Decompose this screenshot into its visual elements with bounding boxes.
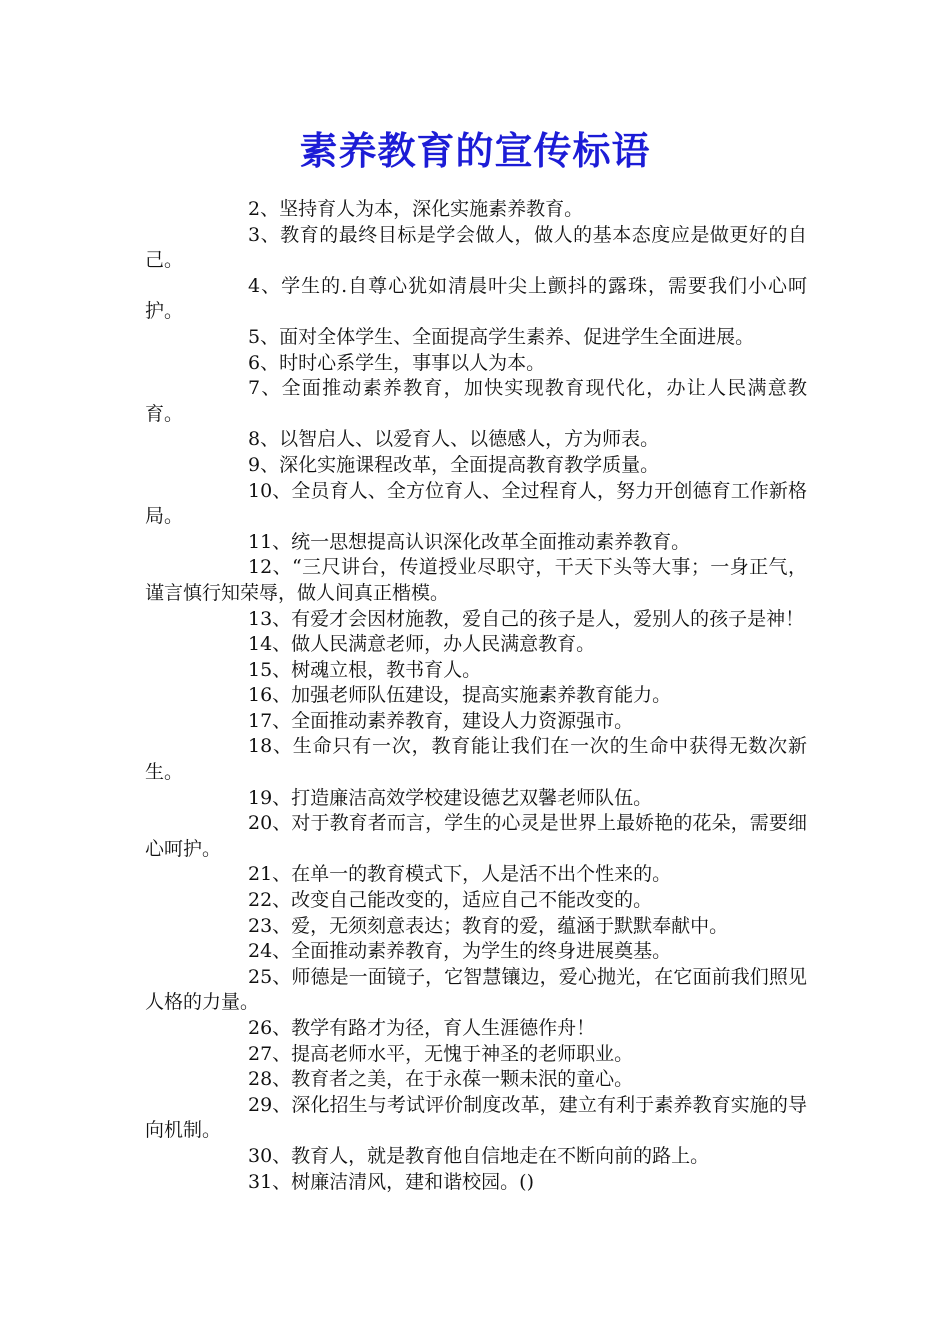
list-item: 26、教学有路才为径，育人生涯德作舟！ bbox=[248, 1017, 596, 1039]
list-item: 23、爱，无须刻意表达；教育的爱，蕴涵于默默奉献中。 bbox=[248, 914, 729, 937]
list-item: 31、树廉洁清风，建和谐校园。() bbox=[248, 1170, 535, 1193]
list-item: 21、在单一的教育模式下，人是活不出个性来的。 bbox=[248, 863, 672, 886]
list-item: 14、做人民满意老师，办人民满意教育。 bbox=[248, 633, 596, 656]
list-item: 7、全面推动素养教育，加快实现教育现代化，办让人民满意教育。 bbox=[145, 377, 807, 425]
list-item: 15、树魂立根，教书育人。 bbox=[248, 658, 482, 681]
list-item: 24、全面推动素养教育，为学生的终身进展奠基。 bbox=[248, 940, 672, 963]
list-item: 5、面对全体学生、全面提高学生素养、促进学生全面进展。 bbox=[248, 325, 755, 348]
list-item: 6、时时心系学生，事事以人为本。 bbox=[248, 351, 546, 374]
list-item: 28、教育者之美，在于永葆一颗未泯的童心。 bbox=[248, 1068, 634, 1091]
list-item: 13、有爱才会因材施教，爱自己的孩子是人，爱别人的孩子是神！ bbox=[248, 607, 805, 630]
list-item: 12、“三尺讲台，传道授业尽职守，干天下头等大事；一身正气，谨言慎行知荣辱，做人间真正楷模。 bbox=[145, 556, 807, 604]
list-item: 3、教育的最终目标是学会做人，做人的基本态度应是做更好的自己。 bbox=[145, 223, 807, 272]
list-item: 25、师德是一面镜子，它智慧镶边，爱心抛光，在它面前我们照见人格的力量。 bbox=[145, 965, 807, 1014]
list-item: 29、深化招生与考试评价制度改革，建立有利于素养教育实施的导向机制。 bbox=[145, 1093, 807, 1142]
list-item: 27、提高老师水平，无愧于神圣的老师职业。 bbox=[248, 1042, 634, 1065]
list-item: 20、对于教育者而言，学生的心灵是世界上最娇艳的花朵，需要细心呵护。 bbox=[145, 812, 807, 860]
list-item: 4、学生的.自尊心犹如清晨叶尖上颤抖的露珠，需要我们小心呵护。 bbox=[145, 274, 807, 323]
list-item: 9、深化实施课程改革，全面提高教育教学质量。 bbox=[248, 453, 660, 476]
page-title: 素养教育的宣传标语 bbox=[299, 129, 651, 173]
list-item: 11、统一思想提高认识深化改革全面推动素养教育。 bbox=[248, 530, 691, 553]
list-item: 30、教育人，就是教育他自信地走在不断向前的路上。 bbox=[248, 1144, 710, 1167]
list-item: 22、改变自己能改变的，适应自己不能改变的。 bbox=[248, 889, 653, 912]
list-item: 18、生命只有一次，教育能让我们在一次的生命中获得无数次新生。 bbox=[145, 735, 807, 784]
list-item: 17、全面推动素养教育，建设人力资源强市。 bbox=[248, 709, 634, 732]
list-item: 16、加强老师队伍建设，提高实施素养教育能力。 bbox=[248, 684, 672, 707]
slogan-list bbox=[145, 197, 807, 1195]
list-item: 8、以智启人、以爱育人、以德感人，方为师表。 bbox=[248, 428, 660, 451]
list-item: 10、全员育人、全方位育人、全过程育人，努力开创德育工作新格局。 bbox=[145, 479, 807, 528]
list-item: 19、打造廉洁高效学校建设德艺双馨老师队伍。 bbox=[248, 786, 653, 809]
list-item: 2、坚持育人为本，深化实施素养教育。 bbox=[248, 198, 584, 220]
